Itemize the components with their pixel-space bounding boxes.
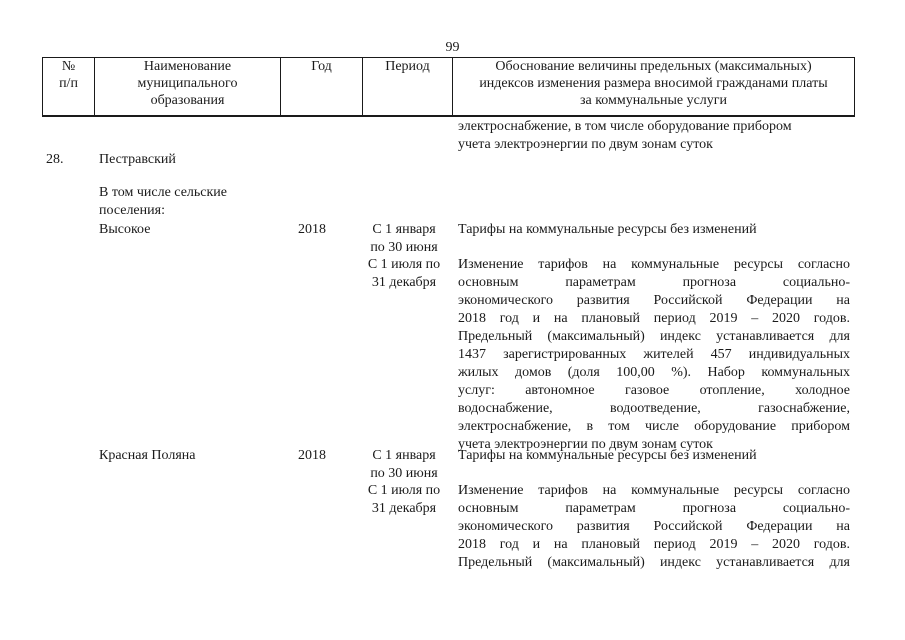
header-number-line1: № (61, 59, 76, 74)
header-name-line2: муниципального (137, 76, 238, 91)
header-basis-line3: за коммунальные услуги (579, 93, 728, 108)
row-name: Высокое (99, 222, 151, 237)
header-name (95, 58, 281, 117)
row-basis-change (458, 256, 850, 454)
basis-line: Предельный (максимальный) индекс устанавливается для (458, 329, 850, 344)
header-number (43, 58, 95, 117)
row-period-second-half (358, 482, 450, 518)
header-number-line2: п/п (59, 76, 78, 91)
header-name-line1: Наименование (143, 59, 232, 74)
continuation-line1: электроснабжение, в том числе оборудование прибором (458, 119, 792, 134)
row-basis-unchanged: Тарифы на коммунальные ресурсы без изменений (458, 222, 757, 237)
entry-name: Пестравский (99, 152, 176, 167)
row-period-first-half-line2: по 30 июня (370, 240, 438, 255)
basis-line: Изменение тарифов на коммунальные ресурсы согласно (458, 257, 850, 272)
header-period: Период (363, 58, 453, 117)
header-basis-line1: Обоснование величины предельных (максимальных) (495, 59, 812, 74)
row-period-second-half-line1: С 1 июля по (367, 483, 441, 498)
basis-line: услуг: автономное газовое отопление, холодное (458, 383, 850, 398)
row-period-first-half-line2: по 30 июня (370, 466, 438, 481)
header-year: Год (281, 58, 363, 117)
row-period-second-half (358, 256, 450, 292)
row-year: 2018 (298, 448, 326, 463)
row-period-second-half-line2: 31 декабря (371, 501, 437, 516)
basis-line: жилых домов (доля 100,00 %). Набор коммунальных (458, 365, 850, 380)
row-basis-change (458, 482, 850, 572)
header-bottom-rule (42, 115, 854, 116)
row-period-first-half-line1: С 1 января (372, 222, 436, 237)
header-name-line3: образования (150, 93, 225, 108)
basis-line: Предельный (максимальный) индекс устанавливается для (458, 555, 850, 570)
continuation-line2: учета электроэнергии по двум зонам суток (458, 137, 713, 152)
entry-subheading-line2: поселения: (99, 203, 165, 218)
row-name: Красная Поляна (99, 448, 196, 463)
header-basis-line2: индексов изменения размера вносимой гражданами платы (479, 76, 828, 91)
basis-line: экономического развития Российской Федерации на (458, 293, 850, 308)
basis-line: электроснабжение, в том числе оборудование прибором (458, 419, 850, 434)
table-header (42, 57, 855, 117)
row-period-first-half (358, 447, 450, 483)
row-period-first-half (358, 221, 450, 257)
row-period-first-half-line1: С 1 января (372, 448, 436, 463)
continuation-text (458, 118, 850, 154)
entry-number: 28. (46, 152, 64, 167)
basis-line: экономического развития Российской Федерации на (458, 519, 850, 534)
header-basis (453, 58, 855, 117)
row-period-second-half-line2: 31 декабря (371, 275, 437, 290)
row-basis-unchanged: Тарифы на коммунальные ресурсы без изменений (458, 448, 757, 463)
basis-line: 1437 зарегистрированных жителей 457 индивидуальных (458, 347, 850, 362)
basis-line: основным параметрам прогноза социально- (458, 501, 850, 516)
basis-line: 2018 год и на плановый период 2019 – 2020 годов. (458, 537, 850, 552)
basis-line: Изменение тарифов на коммунальные ресурсы согласно (458, 483, 850, 498)
basis-line: учета электроэнергии по двум зонам суток (458, 437, 713, 452)
row-period-second-half-line1: С 1 июля по (367, 257, 441, 272)
row-year: 2018 (298, 222, 326, 237)
entry-subheading-line1: В том числе сельские (99, 185, 228, 200)
basis-line: основным параметрам прогноза социально- (458, 275, 850, 290)
basis-line: 2018 год и на плановый период 2019 – 2020 годов. (458, 311, 850, 326)
basis-line: водоснабжение, водоотведение, газоснабжение, (458, 401, 850, 416)
page-number: 99 (445, 40, 460, 55)
entry-subheading (99, 184, 227, 220)
